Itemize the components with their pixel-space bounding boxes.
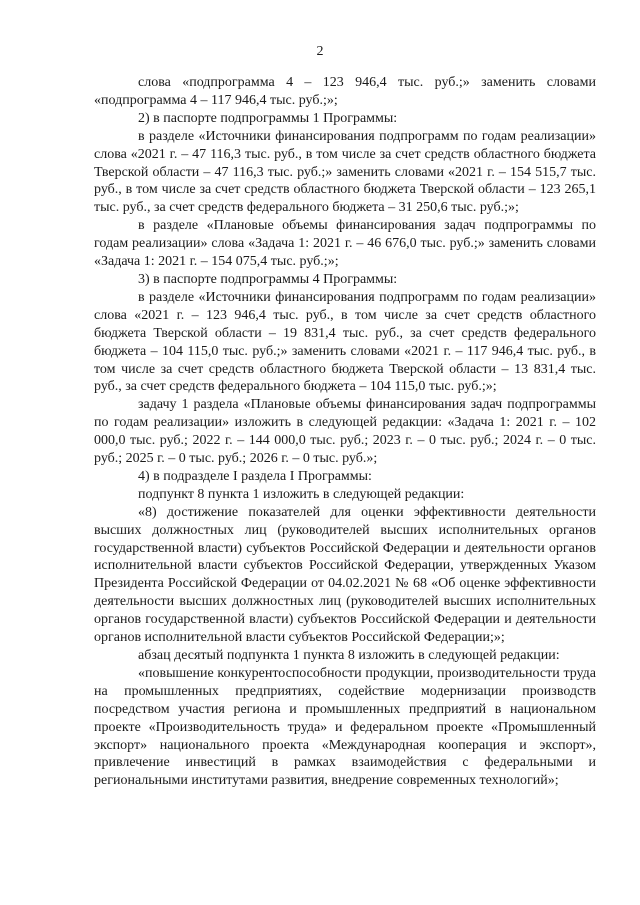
paragraph: «8) достижение показателей для оценки эффективности деятельности высших должностных лиц (руководителей высших исполнительных органов государственной власти) субъектов Российской Федерации и деятельности органов исполнительной власти субъектов Российской Федерации, утвержденных Указом Президента Российской Федерации от 04.02.2021 № 68 «Об оценке эффективности деятельности высших должностных лиц (руководителей высших исполнительных органов государственной власти) субъектов Российской Федерации и деятельности органов исполнительной власти субъектов Российской Федерации;»; [94,504,596,646]
paragraph: слова «подпрограмма 4 – 123 946,4 тыс. руб.;» заменить словами «подпрограмма 4 – 117 946,4 тыс. руб.;»; [94,75,596,108]
paragraph: в разделе «Источники финансирования подпрограмм по годам реализации» слова «2021 г. – 47 116,3 тыс. руб., в том числе за счет средств областного бюджета Тверской области – 47 116,3 тыс. руб.;» заменить словами «2021 г. – 154 515,7 тыс. руб., в том числе за счет средств областного бюджета Тверской области – 123 265,1 тыс. руб., за счет средств федерального бюджета – 31 250,6 тыс. руб.;»; [94,128,596,216]
paragraph: 3) в паспорте подпрограммы 4 Программы: [138,271,398,287]
paragraph: подпункт 8 пункта 1 изложить в следующей редакции: [138,486,465,502]
paragraph: задачу 1 раздела «Плановые объемы финансирования задач подпрограммы по годам реализации» изложить в следующей редакции: «Задача 1: 2021 г. – 102 000,0 тыс. руб.; 2022 г. – 144 000,0 тыс. руб.; 2023 г. – 0 тыс. руб.; 2024 г. – 0 тыс. руб.; 2025 г. – 0 тыс. руб.; 2026 г. – 0 тыс. руб.»; [94,397,596,467]
paragraph: 4) в подразделе I раздела I Программы: [138,468,372,484]
paragraph: в разделе «Источники финансирования подпрограмм по годам реализации» слова «2021 г. – 123 946,4 тыс. руб., в том числе за счет средств областного бюджета Тверской области – 19 831,4 тыс. руб., за счет средств федерального бюджета – 104 115,0 тыс. руб.;» заменить словами «2021 г. – 117 946,4 тыс. руб., в том числе за счет средств областного бюджета Тверской области – 13 831,4 тыс. руб., за счет средств федерального бюджета – 104 115,0 тыс. руб.;»; [94,289,596,395]
paragraph: 2) в паспорте подпрограммы 1 Программы: [138,110,398,126]
paragraph: абзац десятый подпункта 1 пункта 8 изложить в следующей редакции: [138,648,560,663]
document-body [94,74,596,790]
paragraph: в разделе «Плановые объемы финансирования задач подпрограммы по годам реализации» слова «Задача 1: 2021 г. – 46 676,0 тыс. руб.;» заменить словами «Задача 1: 2021 г. – 154 075,4 тыс. руб.;»; [94,218,596,270]
page-number: 2 [316,44,324,59]
paragraph: «повышение конкурентоспособности продукции, производительности труда на промышленных предприятиях, содействие модернизации производств посредством участия региона и промышленных предприятий в национальном проекте «Производительность труда» и федеральном проекте «Промышленный экспорт» национального проекта «Международная кооперация и экспорт», привлечение инвестиций в рамках взаимодействия с федеральными и региональными институтами развития, внедрение современных технологий»; [94,665,596,789]
